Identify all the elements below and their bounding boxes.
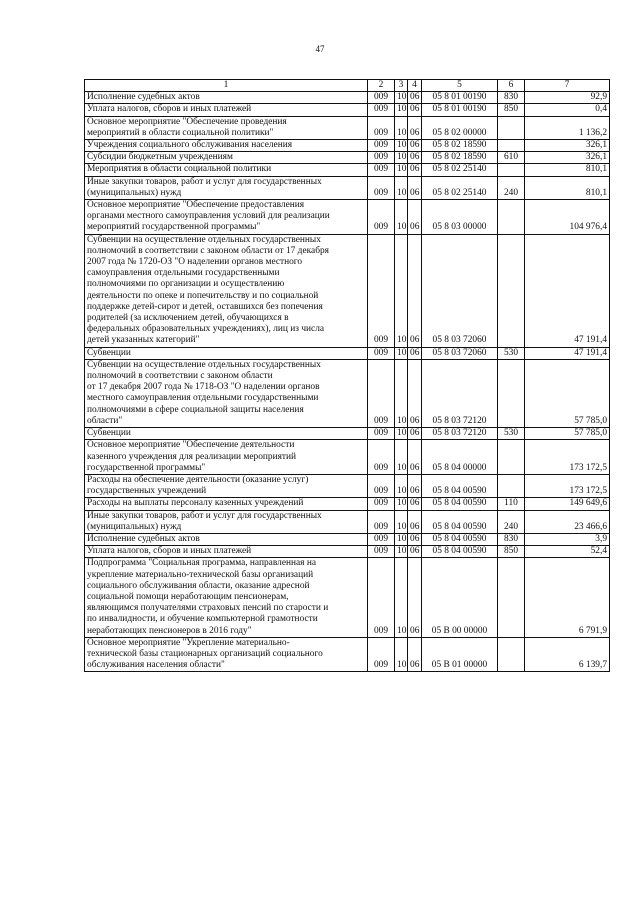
section-cell: 10 (395, 116, 408, 139)
subsection-cell: 06 (408, 234, 422, 347)
row-name-cell: Уплата налогов, сборов и иных платежей (85, 104, 368, 116)
grbs-cell: 009 (368, 104, 395, 116)
target-article-cell: 05 В 01 00000 (422, 637, 498, 672)
grbs-cell: 009 (368, 428, 395, 440)
target-article-cell: 05 8 02 18590 (422, 152, 498, 164)
amount-cell: 173 172,5 (525, 440, 610, 475)
section-cell: 10 (395, 152, 408, 164)
target-article-cell: 05 8 04 00000 (422, 440, 498, 475)
subsection-cell: 06 (408, 164, 422, 176)
grbs-cell: 009 (368, 92, 395, 104)
target-article-cell: 05 8 04 00590 (422, 498, 498, 510)
table-row (85, 474, 610, 497)
section-cell: 10 (395, 359, 408, 427)
amount-cell: 149 649,6 (525, 498, 610, 510)
row-name-cell: Мероприятия в области социальной политики (85, 164, 368, 176)
grbs-cell: 009 (368, 152, 395, 164)
row-name-cell: Субвенции на осуществление отдельных государственных полномочий в соответствии с законом области от 17 декабря 2007 года № 1718-ОЗ "О наделении органов местного самоуправления отдельными государственными полномочиями в сфере социальной защиты населения области" (85, 359, 368, 427)
header-cell: 7 (525, 80, 610, 92)
table-row (85, 92, 610, 104)
subsection-cell: 06 (408, 176, 422, 199)
subsection-cell: 06 (408, 104, 422, 116)
row-name-cell: Учреждения социального обслуживания населения (85, 140, 368, 152)
amount-cell: 57 785,0 (525, 428, 610, 440)
section-cell: 10 (395, 92, 408, 104)
expense-type-cell (498, 200, 525, 235)
expense-type-cell (498, 234, 525, 347)
section-cell: 10 (395, 558, 408, 637)
grbs-cell: 009 (368, 347, 395, 359)
table-row (85, 104, 610, 116)
expense-type-cell: 830 (498, 92, 525, 104)
grbs-cell: 009 (368, 498, 395, 510)
table-row (85, 558, 610, 637)
expense-type-cell (498, 164, 525, 176)
amount-cell: 173 172,5 (525, 474, 610, 497)
section-cell: 10 (395, 347, 408, 359)
target-article-cell: 05 8 03 72120 (422, 359, 498, 427)
table-row (85, 498, 610, 510)
row-name-cell: Иные закупки товаров, работ и услуг для государственных (муниципальных) нужд (85, 510, 368, 533)
subsection-cell: 06 (408, 533, 422, 545)
table-row (85, 359, 610, 427)
expense-type-cell: 530 (498, 347, 525, 359)
row-name-cell: Основное мероприятие "Укрепление материально- технической базы стационарных организаций социального обслуживания населения области" (85, 637, 368, 672)
section-cell: 10 (395, 140, 408, 152)
row-name-cell: Субсидии бюджетным учреждениям (85, 152, 368, 164)
subsection-cell: 06 (408, 140, 422, 152)
header-cell: 2 (368, 80, 395, 92)
expense-type-cell: 610 (498, 152, 525, 164)
grbs-cell: 009 (368, 176, 395, 199)
table-row (85, 428, 610, 440)
table-row (85, 637, 610, 672)
amount-cell: 3,9 (525, 533, 610, 545)
grbs-cell: 009 (368, 558, 395, 637)
row-name-cell: Субвенции (85, 347, 368, 359)
target-article-cell: 05 8 02 18590 (422, 140, 498, 152)
amount-cell: 104 976,4 (525, 200, 610, 235)
target-article-cell: 05 8 01 00190 (422, 104, 498, 116)
section-cell: 10 (395, 637, 408, 672)
section-cell: 10 (395, 164, 408, 176)
table-row (85, 200, 610, 235)
target-article-cell: 05 8 02 25140 (422, 164, 498, 176)
table-row (85, 347, 610, 359)
target-article-cell: 05 В 00 00000 (422, 558, 498, 637)
expense-type-cell (498, 474, 525, 497)
expense-type-cell (498, 558, 525, 637)
row-name-cell: Подпрограмма "Социальная программа, направленная на укрепление материально-технической базы организаций социального обслуживания области, оказание адресной социальной помощи неработающим пенсионерам, являющимся получателями страховых пенсий по старости и по инвалидности, и обучение компьютерной грамотности неработающих пенсионеров в 2016 году" (85, 558, 368, 637)
grbs-cell: 009 (368, 474, 395, 497)
amount-cell: 326,1 (525, 152, 610, 164)
expense-type-cell: 240 (498, 510, 525, 533)
subsection-cell: 06 (408, 498, 422, 510)
section-cell: 10 (395, 546, 408, 558)
amount-cell: 810,1 (525, 164, 610, 176)
expense-type-cell (498, 359, 525, 427)
grbs-cell: 009 (368, 200, 395, 235)
amount-cell: 92,9 (525, 92, 610, 104)
amount-cell: 1 136,2 (525, 116, 610, 139)
grbs-cell: 009 (368, 510, 395, 533)
budget-table (84, 79, 610, 672)
row-name-cell: Исполнение судебных актов (85, 92, 368, 104)
table-row (85, 116, 610, 139)
amount-cell: 47 191,4 (525, 347, 610, 359)
expense-type-cell: 530 (498, 428, 525, 440)
grbs-cell: 009 (368, 116, 395, 139)
target-article-cell: 05 8 04 00590 (422, 546, 498, 558)
header-cell: 4 (408, 80, 422, 92)
grbs-cell: 009 (368, 637, 395, 672)
row-name-cell: Расходы на обеспечение деятельности (оказание услуг) государственных учреждений (85, 474, 368, 497)
header-cell: 6 (498, 80, 525, 92)
subsection-cell: 06 (408, 347, 422, 359)
target-article-cell: 05 8 04 00590 (422, 474, 498, 497)
row-name-cell: Основное мероприятие "Обеспечение деятельности казенного учреждения для реализации мероприятий государственной программы" (85, 440, 368, 475)
grbs-cell: 009 (368, 140, 395, 152)
row-name-cell: Основное мероприятие "Обеспечение проведения мероприятий в области социальной политики" (85, 116, 368, 139)
expense-type-cell: 830 (498, 533, 525, 545)
row-name-cell: Уплата налогов, сборов и иных платежей (85, 546, 368, 558)
subsection-cell: 06 (408, 510, 422, 533)
page-number: 47 (315, 44, 325, 54)
table-row (85, 234, 610, 347)
target-article-cell: 05 8 04 00590 (422, 510, 498, 533)
grbs-cell: 009 (368, 234, 395, 347)
amount-cell: 57 785,0 (525, 359, 610, 427)
grbs-cell: 009 (368, 440, 395, 475)
amount-cell: 6 791,9 (525, 558, 610, 637)
section-cell: 10 (395, 440, 408, 475)
subsection-cell: 06 (408, 474, 422, 497)
amount-cell: 6 139,7 (525, 637, 610, 672)
header-cell: 5 (422, 80, 498, 92)
table-row (85, 546, 610, 558)
grbs-cell: 009 (368, 546, 395, 558)
header-cell: 1 (85, 80, 368, 92)
row-name-cell: Субвенции на осуществление отдельных государственных полномочий в соответствии с законом области от 17 декабря 2007 года № 1720-ОЗ "О наделении органов местного самоуправления отдельными государственными полномочиями по организации и осуществлению деятельности по опеке и попечительству и по социальной поддержке детей-сирот и детей, оставшихся без попечения родителей (за исключением детей, обучающихся в федеральных образовательных учреждениях), лиц из числа детей указанных категорий" (85, 234, 368, 347)
table-row (85, 140, 610, 152)
section-cell: 10 (395, 200, 408, 235)
target-article-cell: 05 8 02 00000 (422, 116, 498, 139)
row-name-cell: Расходы на выплаты персоналу казенных учреждений (85, 498, 368, 510)
expense-type-cell (498, 140, 525, 152)
section-cell: 10 (395, 533, 408, 545)
expense-type-cell: 110 (498, 498, 525, 510)
row-name-cell: Иные закупки товаров, работ и услуг для государственных (муниципальных) нужд (85, 176, 368, 199)
subsection-cell: 06 (408, 558, 422, 637)
row-name-cell: Исполнение судебных актов (85, 533, 368, 545)
amount-cell: 810,1 (525, 176, 610, 199)
target-article-cell: 05 8 04 00590 (422, 533, 498, 545)
expense-type-cell (498, 116, 525, 139)
expense-type-cell: 240 (498, 176, 525, 199)
expense-type-cell: 850 (498, 546, 525, 558)
section-cell: 10 (395, 474, 408, 497)
target-article-cell: 05 8 02 25140 (422, 176, 498, 199)
amount-cell: 52,4 (525, 546, 610, 558)
row-name-cell: Основное мероприятие "Обеспечение предоставления органами местного самоуправления условий для реализации мероприятий государственной программы" (85, 200, 368, 235)
amount-cell: 326,1 (525, 140, 610, 152)
subsection-cell: 06 (408, 428, 422, 440)
table-row (85, 152, 610, 164)
target-article-cell: 05 8 03 00000 (422, 200, 498, 235)
subsection-cell: 06 (408, 92, 422, 104)
expense-type-cell: 850 (498, 104, 525, 116)
amount-cell: 0,4 (525, 104, 610, 116)
section-cell: 10 (395, 176, 408, 199)
table-row (85, 510, 610, 533)
grbs-cell: 009 (368, 164, 395, 176)
table-row (85, 164, 610, 176)
section-cell: 10 (395, 510, 408, 533)
expense-type-cell (498, 440, 525, 475)
subsection-cell: 06 (408, 116, 422, 139)
header-cell: 3 (395, 80, 408, 92)
target-article-cell: 05 8 01 00190 (422, 92, 498, 104)
subsection-cell: 06 (408, 200, 422, 235)
target-article-cell: 05 8 03 72120 (422, 428, 498, 440)
table-body (85, 92, 610, 672)
subsection-cell: 06 (408, 546, 422, 558)
expense-type-cell (498, 637, 525, 672)
row-name-cell: Субвенции (85, 428, 368, 440)
table-row (85, 176, 610, 199)
target-article-cell: 05 8 03 72060 (422, 347, 498, 359)
subsection-cell: 06 (408, 637, 422, 672)
amount-cell: 47 191,4 (525, 234, 610, 347)
section-cell: 10 (395, 234, 408, 347)
target-article-cell: 05 8 03 72060 (422, 234, 498, 347)
section-cell: 10 (395, 104, 408, 116)
subsection-cell: 06 (408, 359, 422, 427)
subsection-cell: 06 (408, 440, 422, 475)
grbs-cell: 009 (368, 359, 395, 427)
grbs-cell: 009 (368, 533, 395, 545)
header-row (85, 80, 610, 92)
section-cell: 10 (395, 428, 408, 440)
table-row (85, 533, 610, 545)
table-row (85, 440, 610, 475)
section-cell: 10 (395, 498, 408, 510)
amount-cell: 23 466,6 (525, 510, 610, 533)
subsection-cell: 06 (408, 152, 422, 164)
